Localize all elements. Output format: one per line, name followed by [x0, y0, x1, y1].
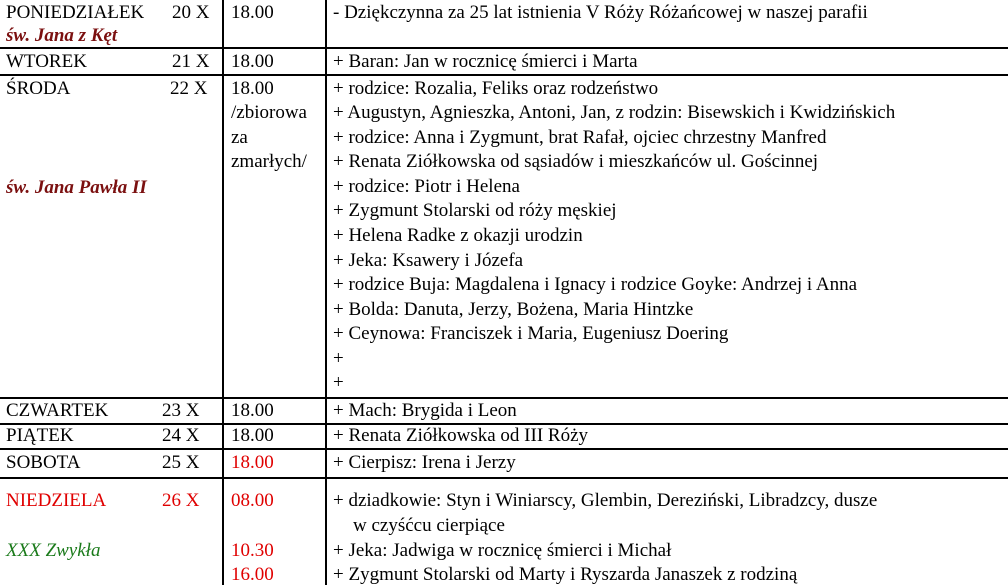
mass-intention: + Bolda: Danuta, Jerzy, Bożena, Maria Hintzke — [333, 299, 694, 320]
mass-intention: + Renata Ziółkowska od III Róży — [333, 425, 589, 446]
mass-time: 18.00 — [231, 2, 274, 23]
day-date: 25 X — [162, 452, 200, 473]
day-name: SOBOTA — [6, 452, 81, 473]
day-name: PONIEDZIAŁEK — [6, 2, 145, 23]
mass-intention: + dziadkowie: Styn i Winiarscy, Glembin, Dereziński, Libradzcy, dusze — [333, 490, 878, 511]
mass-intention: + Helena Radke z okazji urodzin — [333, 225, 583, 246]
mass-time: 18.00 — [231, 51, 274, 72]
liturgical-sunday: XXX Zwykła — [6, 540, 101, 561]
column-divider — [222, 0, 224, 585]
mass-intention: + Augustyn, Agnieszka, Antoni, Jan, z rodzin: Bisewskich i Kwidzińskich — [333, 102, 896, 123]
mass-intention: + rodzice: Anna i Zygmunt, brat Rafał, ojciec chrzestny Manfred — [333, 127, 827, 148]
mass-intention: + Renata Ziółkowska od sąsiadów i mieszkańców ul. Gościnnej — [333, 151, 819, 172]
day-date: 20 X — [172, 2, 210, 23]
mass-intention: + rodzice: Piotr i Helena — [333, 176, 520, 197]
mass-time: 18.00 — [231, 452, 274, 473]
mass-time-note: /zbiorowa — [231, 102, 307, 123]
mass-intention: + Ceynowa: Franciszek i Maria, Eugeniusz Doering — [333, 323, 729, 344]
mass-intention: + — [333, 348, 344, 369]
day-name: NIEDZIELA — [6, 490, 107, 511]
mass-intention: + rodzice Buja: Magdalena i Ignacy i rodzice Goyke: Andrzej i Anna — [333, 274, 858, 295]
mass-time-note: zmarłych/ — [231, 151, 307, 172]
mass-time: 16.00 — [231, 564, 274, 585]
day-name: WTOREK — [6, 51, 87, 72]
day-date: 26 X — [162, 490, 200, 511]
mass-time: 18.00 — [231, 78, 274, 99]
mass-intention: + — [333, 372, 344, 393]
day-name: ŚRODA — [6, 78, 71, 99]
day-date: 21 X — [172, 51, 210, 72]
mass-time-note: za — [231, 127, 248, 148]
day-date: 24 X — [162, 425, 200, 446]
mass-intention: + Jeka: Ksawery i Józefa — [333, 250, 524, 271]
column-divider — [325, 0, 327, 585]
mass-time: 10.30 — [231, 540, 274, 561]
day-date: 23 X — [162, 400, 200, 421]
mass-intention: + rodzice: Rozalia, Feliks oraz rodzeństwo — [333, 78, 659, 99]
day-name: PIĄTEK — [6, 425, 74, 446]
mass-intention: + Cierpisz: Irena i Jerzy — [333, 452, 516, 473]
row-divider — [0, 47, 1008, 49]
mass-time: 08.00 — [231, 490, 274, 511]
mass-intention: + Zygmunt Stolarski od róży męskiej — [333, 200, 617, 221]
mass-intention: + Baran: Jan w rocznicę śmierci i Marta — [333, 51, 638, 72]
day-name: CZWARTEK — [6, 400, 109, 421]
row-divider — [0, 477, 1008, 479]
mass-intention: + Mach: Brygida i Leon — [333, 400, 517, 421]
saint-name: św. Jana Pawła II — [6, 177, 147, 198]
mass-time: 18.00 — [231, 400, 274, 421]
day-date: 22 X — [170, 78, 208, 99]
mass-time: 18.00 — [231, 425, 274, 446]
mass-intention: + Zygmunt Stolarski od Marty i Ryszarda Janaszek z rodziną — [333, 564, 798, 585]
mass-intention: w czyśćcu cierpiące — [353, 515, 505, 536]
saint-name: św. Jana z Kęt — [6, 25, 118, 46]
mass-intention: + Jeka: Jadwiga w rocznicę śmierci i Michał — [333, 540, 672, 561]
mass-intention: - Dziękczynna za 25 lat istnienia V Róży Różańcowej w naszej parafii — [333, 2, 868, 23]
